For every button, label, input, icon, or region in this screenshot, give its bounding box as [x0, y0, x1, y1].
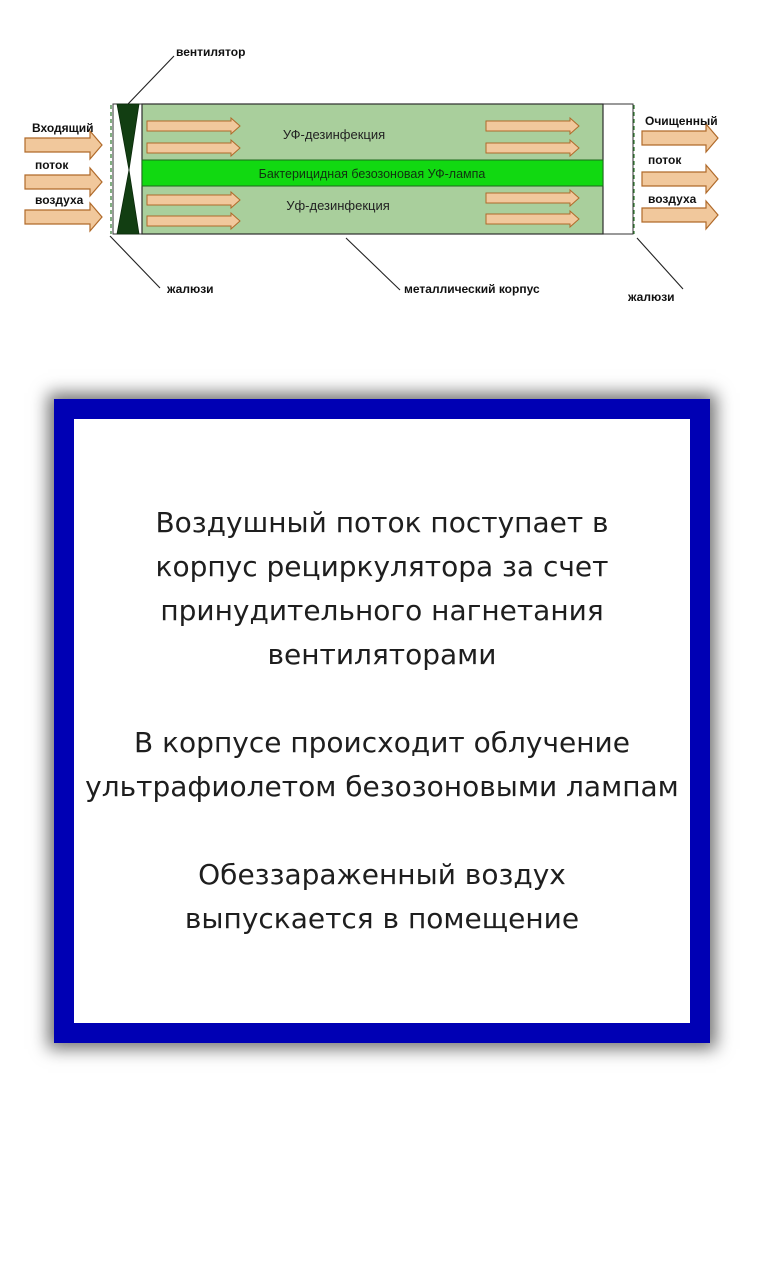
housing-label: металлический корпус [404, 282, 540, 296]
outflow-arrow-group [642, 124, 718, 229]
housing-leader [346, 238, 400, 290]
fan-leader [128, 56, 174, 104]
inflow-arrow-group [25, 131, 102, 231]
uv-bottom-label: Уф-дезинфекция [286, 198, 390, 213]
outflow-arrow [642, 124, 718, 152]
info-card [54, 399, 710, 1043]
inflow-arrow [25, 131, 102, 159]
uv-top-label: УФ-дезинфекция [282, 127, 386, 142]
louver-left-label: жалюзи [167, 282, 214, 296]
louver-right-leader [637, 238, 683, 289]
inflow-arrow [25, 168, 102, 196]
inflow-label-3: воздуха [35, 193, 84, 207]
outflow-label-2: поток [648, 153, 682, 167]
lamp-label: Бактерицидная безозоновая УФ-лампа [258, 167, 486, 181]
info-paragraph-output: Обеззараженный воздух выпускается в помещение [184, 858, 580, 935]
info-paragraph-irradiation: В корпусе происходит облучение ультрафиолетом безозоновыми лампам [85, 726, 679, 803]
louver-right-label: жалюзи [628, 290, 675, 304]
fan-label: вентилятор [176, 45, 246, 59]
outflow-label-3: воздуха [648, 192, 697, 206]
outflow-arrow [642, 165, 718, 193]
outflow-label-1: Очищенный [645, 114, 718, 128]
inflow-label-2: поток [35, 158, 69, 172]
inflow-arrow [25, 203, 102, 231]
inflow-label-1: Входящий [32, 121, 94, 135]
recirculator-diagram [0, 0, 764, 330]
outlet-frame [603, 104, 633, 234]
louver-left-leader [110, 236, 160, 288]
info-paragraph-intake: Воздушный поток поступает в корпус рециркулятора за счет принудительного нагнетания вентиляторами [155, 506, 609, 671]
